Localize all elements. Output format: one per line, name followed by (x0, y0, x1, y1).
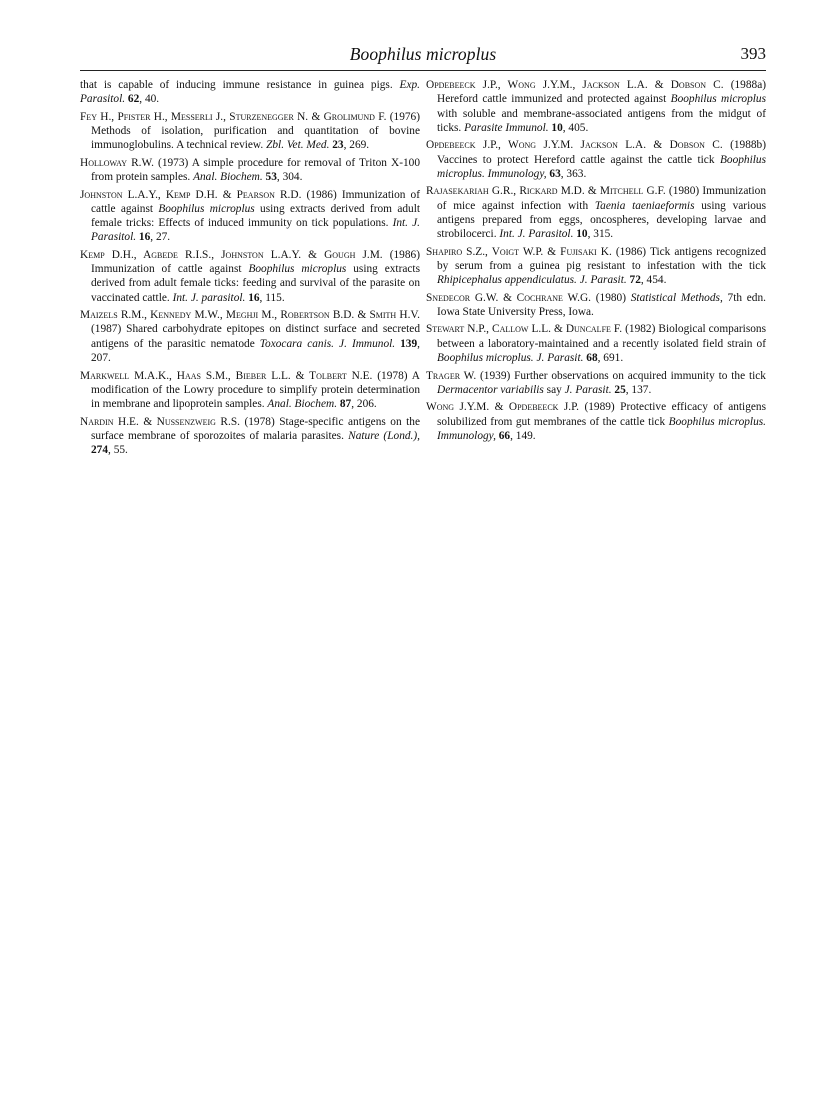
reference-authors: Snedecor G.W. & Cochrane W.G. (426, 291, 591, 304)
reference-source: Int. J. parasitol. (172, 291, 246, 304)
reference-source: J. Parasit. (536, 351, 584, 364)
reference-volume: 72 (626, 274, 641, 287)
reference-volume: 66 (495, 429, 511, 442)
reference-title: A simple procedure for removal of Triton X-100 from protein samples. (91, 156, 420, 184)
reference-authors: Kemp D.H., Agbede R.I.S., Johnston L.A.Y. & Gough J.M. (80, 248, 383, 261)
reference-entry (426, 369, 766, 398)
reference-pages: , 27. (150, 231, 171, 244)
running-title: Boophilus microplus (349, 44, 497, 64)
reference-year: (1978) (239, 415, 280, 428)
reference-year: (1988b) (722, 139, 766, 152)
reference-title: Immunization of mice against infection with (437, 185, 766, 212)
reference-volume: 16 (136, 231, 151, 244)
reference-title: Shared carbohydrate epitopes on distinct surface and secreted antigens of the parasitic nematode (91, 323, 420, 350)
reference-title: that is capable of inducing immune resistance in guinea pigs. (80, 79, 400, 91)
reference-authors: Opdebeeck J.P., Wong J.Y.M. Jackson L.A. & Dobson C. (426, 139, 723, 152)
reference-year: (1939) (476, 369, 515, 382)
reference-volume: 53 (262, 171, 277, 184)
reference-source: Parasite Immunol. (464, 121, 549, 134)
reference-pages: , 405. (562, 121, 589, 134)
reference-species: Boophilus microplus. (437, 153, 766, 180)
reference-volume: 10 (573, 228, 588, 241)
reference-source: Statistical Methods, (630, 291, 723, 304)
reference-entry (80, 308, 420, 365)
reference-source: Anal. Biochem. (267, 398, 338, 411)
reference-volume: 23 (329, 139, 344, 152)
reference-pages: , 454. (640, 274, 667, 287)
reference-year: (1973) (153, 156, 192, 169)
reference-authors: Maizels R.M., Kennedy M.W., Meghji M., Robertson B.D. & Smith H.V. (80, 309, 420, 322)
reference-pages: , 304. (276, 171, 303, 184)
reference-species: Rhipicephalus appendiculatus. (437, 274, 577, 287)
reference-title: Hereford cattle immunized and protected against (437, 93, 671, 106)
reference-species: Boophilus microplus (670, 93, 766, 106)
reference-authors: Stewart N.P., Callow L.L. & Duncalfe F. (426, 323, 623, 336)
reference-species: Dermacentor variabilis (437, 383, 544, 396)
reference-volume: 274 (91, 444, 109, 457)
reference-title: Protective efficacy of antigens solubilized from gut membranes of the cattle tick (437, 401, 767, 428)
reference-pages: , 269. (343, 139, 370, 152)
reference-volume: 87 (337, 398, 352, 411)
reference-source: Zbl. Vet. Med. (266, 139, 330, 152)
reference-source: Exp. Parasitol. (80, 79, 420, 106)
reference-species: Toxocara canis. (259, 337, 335, 350)
references-left-column (80, 78, 420, 461)
reference-species: Taenia taeniaeformis (594, 199, 695, 212)
reference-title: Biological comparisons between a laboratory-maintained and a recently isolated field strain of (437, 323, 766, 350)
reference-pages: , 206. (351, 398, 377, 411)
reference-entry (426, 400, 766, 443)
reference-entry (426, 291, 766, 320)
reference-pages: , 149. (510, 429, 536, 442)
reference-source: J. Parasit. (579, 274, 627, 287)
reference-entry (80, 188, 420, 245)
reference-entry (80, 110, 420, 153)
reference-entry (426, 322, 766, 365)
reference-pages: , 55. (108, 444, 128, 457)
reference-authors: Fey H., Pfister H., Messerli J., Sturzenegger N. & Grolimund F. (80, 110, 387, 123)
reference-year: (1987) (91, 323, 127, 336)
reference-authors: Rajasekariah G.R., Rickard M.D. & Mitchell G.F. (426, 185, 666, 198)
reference-year: (1986) (611, 245, 650, 258)
reference-entry (80, 415, 420, 458)
reference-entry (426, 138, 766, 181)
reference-volume: 63 (546, 167, 561, 180)
reference-pages: , 363. (560, 167, 587, 180)
reference-year: (1986) (382, 248, 420, 261)
reference-pages: , 315. (587, 228, 614, 241)
reference-authors: Trager W. (426, 369, 477, 382)
reference-authors: Holloway R.W. (80, 156, 154, 169)
reference-source: Immunology, (487, 167, 547, 180)
reference-pages: , 115. (259, 291, 285, 304)
reference-year: (1986) (301, 188, 342, 201)
reference-species: Boophilus microplus. (437, 351, 534, 364)
reference-source: Immunology, (437, 429, 496, 442)
reference-volume: 16 (245, 291, 260, 304)
reference-volume: 25 (611, 383, 626, 396)
reference-species: Boophilus microplus. (668, 415, 766, 428)
reference-year: (1976) (386, 110, 420, 123)
reference-source: Int. J. Parasitol. (91, 217, 420, 244)
reference-authors: Wong J.Y.M. & Opdebeeck J.P. (426, 401, 580, 414)
reference-authors: Opdebeeck J.P., Wong J.Y.M., Jackson L.A. & Dobson C. (426, 79, 724, 91)
reference-title: using extracts derived from adult female ticks: feeding and survival of the parasite on vaccinated cattle. (91, 263, 420, 304)
reference-volume: 62 (125, 93, 140, 106)
reference-title: A modification of the Lowry procedure to simplify protein determination in membrane and lipoprotein samples. (91, 369, 420, 411)
reference-source: Anal. Biochem. (193, 171, 263, 184)
reference-authors: Markwell M.A.K., Haas S.M., Bieber L.L. & Tolbert N.E. (80, 369, 373, 382)
reference-title: using extracts derived from adult female tricks: Effects of induced immunity on tick populations. (91, 202, 420, 230)
reference-source: Int. J. Parasitol. (499, 228, 574, 241)
reference-source: Nature (Lond.), (348, 429, 420, 442)
reference-authors: Johnston L.A.Y., Kemp D.H. & Pearson R.D. (80, 188, 302, 201)
reference-title: using various antigens prepared from eggs, oncospheres, developing larvae and strobilocerci. (437, 199, 766, 241)
reference-species: Boophilus microplus (158, 202, 255, 215)
reference-year: (1980) (665, 185, 703, 198)
reference-species: Boophilus microplus (248, 263, 347, 276)
reference-year: (1982) (622, 323, 659, 336)
reference-volume: 68 (583, 351, 598, 364)
reference-entry (426, 184, 766, 241)
reference-year: (1989) (579, 401, 621, 414)
reference-title: Methods of isolation, purification and quantitation of bovine immunoglobulins. A technical review. (91, 125, 420, 152)
reference-pages: , 137. (625, 383, 652, 396)
reference-pages: , 691. (597, 351, 624, 364)
reference-title: Tick antigens recognized by serum from a guinea pig resistant to infestation with the tick (437, 245, 766, 272)
reference-year: (1978) (372, 369, 412, 382)
reference-title: Immunization of cattle against (91, 188, 420, 215)
reference-title: Vaccines to protect Hereford cattle against the cattle tick (437, 153, 720, 166)
reference-volume: 139 (395, 337, 418, 350)
reference-year: (1980) (591, 291, 631, 304)
reference-entry (80, 156, 420, 185)
references-right-column (426, 78, 766, 446)
reference-source: J. Immunol. (339, 337, 396, 350)
reference-entry (80, 369, 420, 412)
reference-authors: Shapiro S.Z., Voigt W.P. & Fujisaki K. (426, 245, 612, 258)
reference-entry (80, 248, 420, 305)
reference-title: with soluble and membrane-associated antigens from the midgut of ticks. (437, 107, 766, 134)
reference-title: 7th edn. Iowa State University Press, Iowa. (437, 291, 766, 318)
reference-authors: Nardin H.E. & Nussenzweig R.S. (80, 415, 240, 428)
reference-pages: , 40. (139, 93, 160, 106)
page-number: 393 (740, 44, 766, 63)
reference-title: Immunization of cattle against (91, 263, 249, 276)
reference-title: say (543, 383, 565, 396)
reference-pages: , 207. (91, 337, 420, 364)
reference-entry (80, 78, 420, 107)
reference-title: Stage-specific antigens on the surface membrane of sporozoites of malaria parasites. (91, 415, 420, 442)
page-header (80, 44, 766, 71)
reference-entry (426, 78, 766, 135)
reference-entry (426, 245, 766, 288)
reference-year: (1988a) (723, 79, 767, 91)
reference-title: Further observations on acquired immunity to the tick (514, 369, 766, 382)
reference-source: J. Parasit. (564, 383, 612, 396)
reference-volume: 10 (548, 121, 563, 134)
